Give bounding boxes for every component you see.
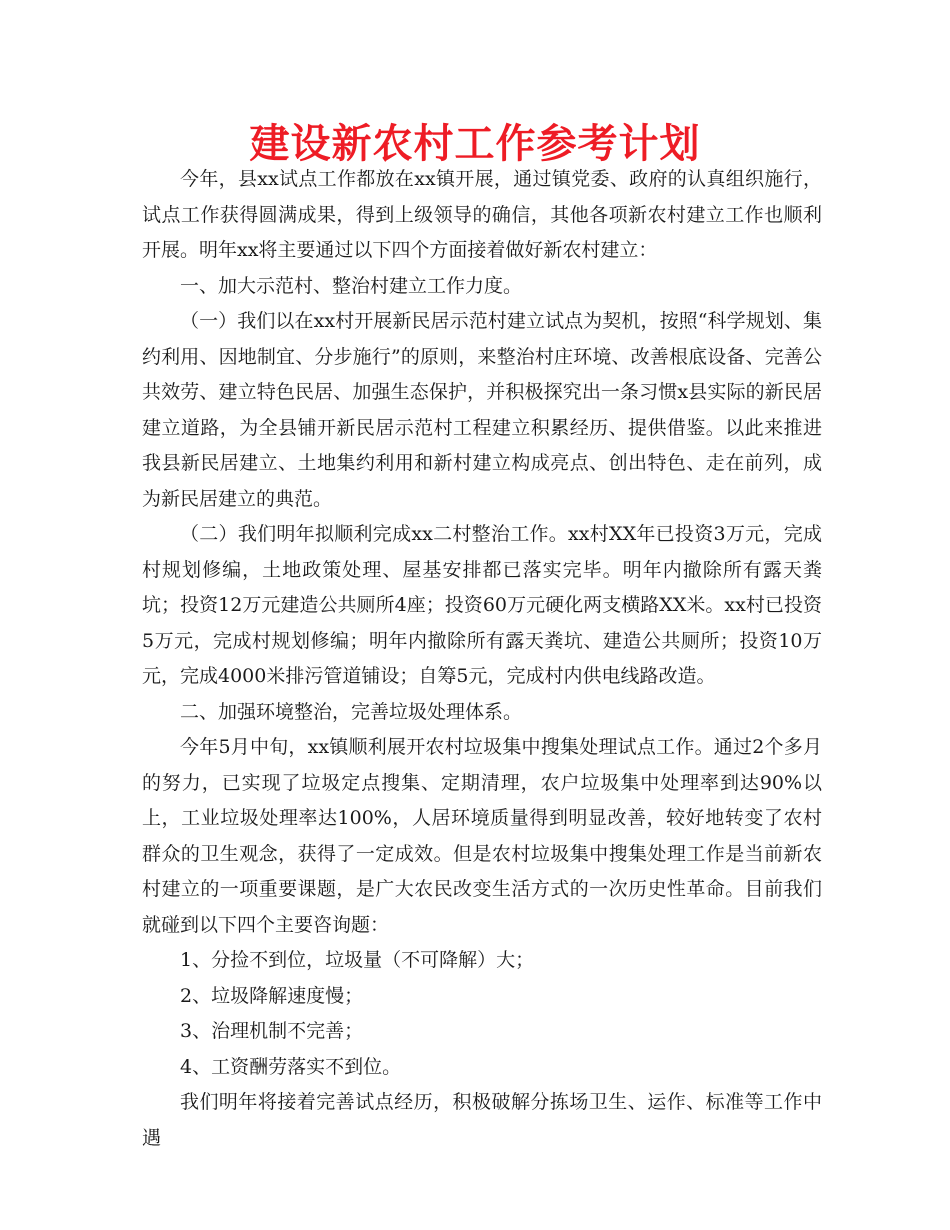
list-item-3: 3、治理机制不完善； xyxy=(180,1020,364,1042)
paragraph-closing: 我们明年将接着完善试点经历，积极破解分拣场卫生、运作、标准等工作中遇 xyxy=(142,1091,822,1149)
heading-section-2: 二、加强环境整治，完善垃圾处理体系。 xyxy=(180,700,523,723)
paragraph-section-1-part-1: （一）我们以在xx村开展新民居示范村建立试点为契机，按照“科学规划、集约利用、因地制宜、分步施行”的原则，来整治村庄环境、改善根底设备、完善公共效劳、建立特色民居、加强生态保护，并积极探究出一条习惯x县实际的新民居建立道路，为全县铺开新民居示范村工程建立积累经历、提供借鉴。以此来推进我县新民居建立、土地集约利用和新村建立构成亮点、创出特色、走在前列，成为新民居建立的典范。 xyxy=(142,310,822,510)
list-item-2: 2、垃圾降解速度慢； xyxy=(180,984,364,1007)
list-item-1: 1、分捡不到位，垃圾量（不可降解）大； xyxy=(180,949,535,971)
heading-section-1: 一、加大示范村、整治村建立工作力度。 xyxy=(180,274,523,297)
paragraph-intro: 今年，县xx试点工作都放在xx镇开展，通过镇党委、政府的认真组织施行，试点工作获得圆满成果，得到上级领导的确信，其他各项新农村建立工作也顺利开展。明年xx将主要通过以下四个方面接着做好新农村建立： xyxy=(142,168,822,261)
paragraph-section-2: 今年5月中旬，xx镇顺利展开农村垃圾集中搜集处理试点工作。通过2个多月的努力，已实现了垃圾定点搜集、定期清理，农户垃圾集中处理率到达90%以上，工业垃圾处理率达100%，人居环境质量得到明显改善，较好地转变了农村群众的卫生观念，获得了一定成效。但是农村垃圾集中搜集处理工作是当前新农村建立的一项重要课题，是广大农民改变生活方式的一次历史性革命。目前我们就碰到以下四个主要咨询题： xyxy=(142,736,822,936)
document-title: 建设新农村工作参考计划 xyxy=(249,121,701,167)
list-item-4: 4、工资酬劳落实不到位。 xyxy=(180,1055,402,1078)
document-body xyxy=(142,162,822,1156)
paragraph-section-1-part-2: （二）我们明年拟顺利完成xx二村整治工作。xx村XX年已投资3万元，完成村规划修编，土地政策处理、屋基安排都已落实完毕。明年内撤除所有露天粪坑；投资12万元建造公共厕所4座；投资60万元硬化两支横路XX米。xx村已投资5万元，完成村规划修编；明年内撤除所有露天粪坑、建造公共厕所；投资10万元，完成4000米排污管道铺设；自筹5元，完成村内供电线路改造。 xyxy=(142,523,822,687)
